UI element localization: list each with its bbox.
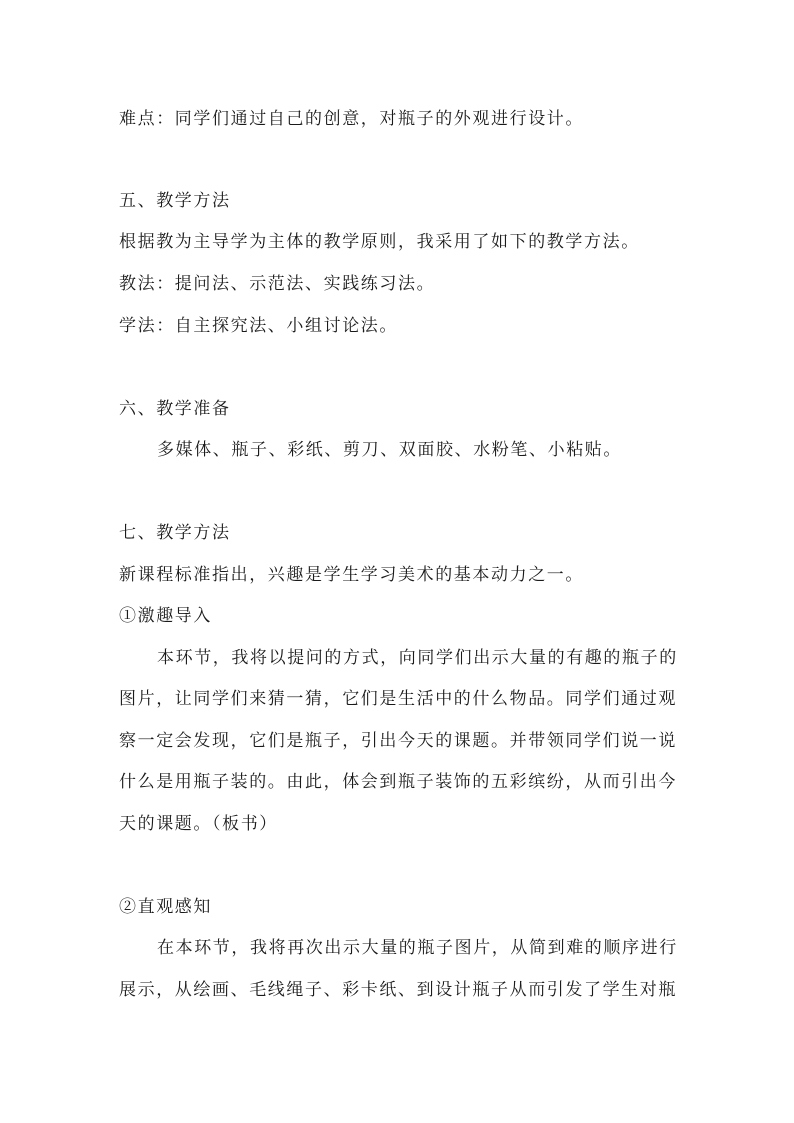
step-1-paragraph-line: 什么是用瓶子装的。由此，体会到瓶子装饰的五彩缤纷，从而引出今 <box>119 772 677 792</box>
section-7-intro: 新课程标准指出，兴趣是学生学习美术的基本动力之一。 <box>119 565 584 585</box>
step-1-paragraph-line: 察一定会发现，它们是瓶子，引出今天的课题。并带领同学们说一说 <box>119 731 677 751</box>
step-1-paragraph-line: 天的课题。（板书） <box>119 814 278 834</box>
step-1-paragraph-line: 图片，让同学们来猜一猜，它们是生活中的什么物品。同学们通过观 <box>119 689 677 709</box>
step-2-paragraph-line: 展示，从绘画、毛线绳子、彩卡纸、到设计瓶子从而引发了学生对瓶 <box>119 980 677 1000</box>
step-2-paragraph-line: 在本环节，我将再次出示大量的瓶子图片，从简到难的顺序进行 <box>157 938 678 958</box>
step-1-paragraph-line: 本环节，我将以提问的方式，向同学们出示大量的有趣的瓶子的 <box>157 648 678 668</box>
section-5-intro: 根据教为主导学为主体的教学原则，我采用了如下的教学方法。 <box>119 232 640 252</box>
materials-text: 多媒体、瓶子、彩纸、剪刀、双面胶、水粉笔、小粘贴。 <box>157 440 622 460</box>
learning-methods-text: 学法：自主探究法、小组讨论法。 <box>119 316 398 336</box>
section-5-heading: 五、教学方法 <box>119 191 231 211</box>
step-1-title: ①激趣导入 <box>119 606 212 626</box>
step-2-title: ②直观感知 <box>119 897 212 917</box>
section-6-heading: 六、教学准备 <box>119 399 231 419</box>
section-7-heading: 七、教学方法 <box>119 523 231 543</box>
teaching-methods-text: 教法：提问法、示范法、实践练习法。 <box>119 274 436 294</box>
difficulty-text: 难点：同学们通过自己的创意，对瓶子的外观进行设计。 <box>119 109 584 129</box>
